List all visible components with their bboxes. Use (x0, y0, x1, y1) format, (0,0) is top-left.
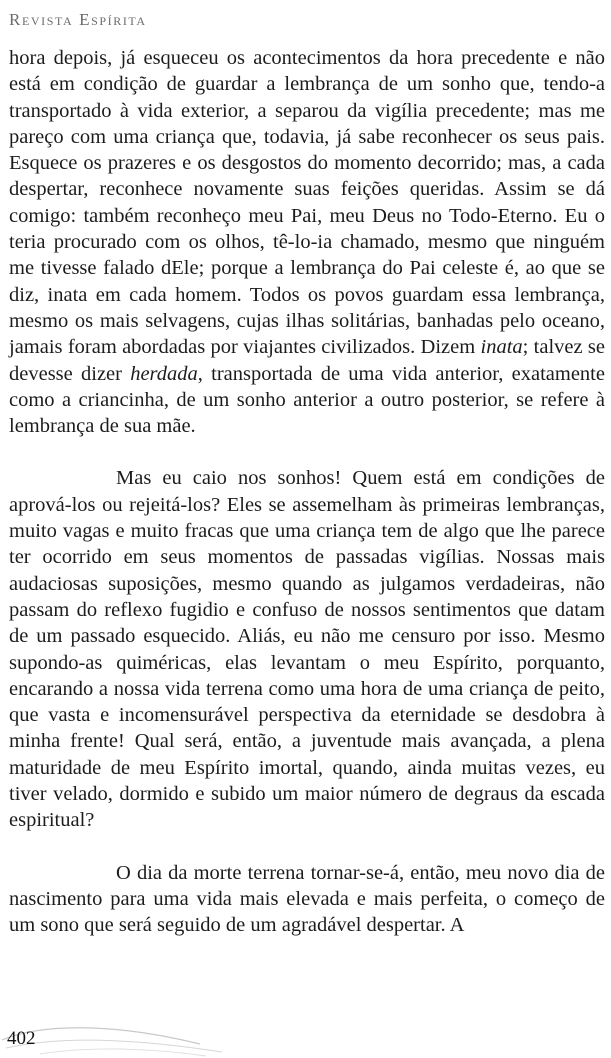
italic-term: herdada (130, 362, 198, 385)
body-paragraph (9, 465, 605, 833)
text-run: , transportada de uma vida anterior, exatamente como a criancinha, de um sonho anterior a outro posterior, se refere à lembrança de sua mãe. (9, 362, 605, 438)
italic-term: inata (480, 336, 523, 359)
body-paragraph (9, 860, 605, 939)
running-header: Revista Espírita (9, 10, 147, 29)
text-run: Mas eu caio nos sonhos! Quem está em condições de aprová-los ou rejeitá-los? Eles se assemelham às primeiras lembranças, muito vagas e muito fracas que uma criança tem de algo que lhe parece ter ocorrido em seus momentos de passadas vigílias. Nossas mais audaciosas suposições, mesmo quando as julgamos verdadeiras, não passam do reflexo fugidio e confuso de nossos sentimentos que datam de um passado esquecido. Aliás, eu não me censuro por isso. Mesmo supondo-as quiméricas, elas levantam o meu Espírito, porquanto, encarando a nossa vida terrena como uma hora de uma criança de peito, que vasta e incomensurável perspectiva da eternidade se desdobra à minha frente! Qual será, então, a juventude mais avançada, a plena maturidade de meu Espírito imortal, quando, ainda muitas vezes, eu tiver velado, dormido e subido um maior número de degraus da escada espiritual? (9, 467, 605, 832)
body-paragraph (9, 45, 605, 439)
page-body (9, 45, 605, 939)
page-number: 402 (7, 1028, 36, 1049)
text-run: ; talvez se devesse dizer (9, 336, 605, 385)
text-run: hora depois, já esqueceu os acontecimentos da hora precedente e não está em condição de guardar a lembrança de um sonho que, tendo-a transportado à vida exterior, a separou da vigília precedente; mas me pareço com uma criança que, todavia, já sabe reconhecer os seus pais. Esquece os prazeres e os desgostos do momento decorrido; mas, a cada despertar, reconhece novamente suas feições queridas. Assim se dá comigo: também reconheço meu Pai, meu Deus no Todo-Eterno. Eu o teria procurado com os olhos, tê-lo-ia chamado, mesmo que ninguém me tivesse falado dEle; porque a lembrança do Pai celeste é, ao que se diz, inata em cada homem. Todos os povos guardam essa lembrança, mesmo os mais selvagens, cujas ilhas solitárias, banhadas pelo oceano, jamais foram abordadas por viajantes civilizados. Dizem (9, 47, 605, 359)
text-run: O dia da morte terrena tornar-se-á, então, meu novo dia de nascimento para uma vida mais elevada e mais perfeita, o começo de um sono que será seguido de um agradável despertar. A (9, 861, 605, 937)
